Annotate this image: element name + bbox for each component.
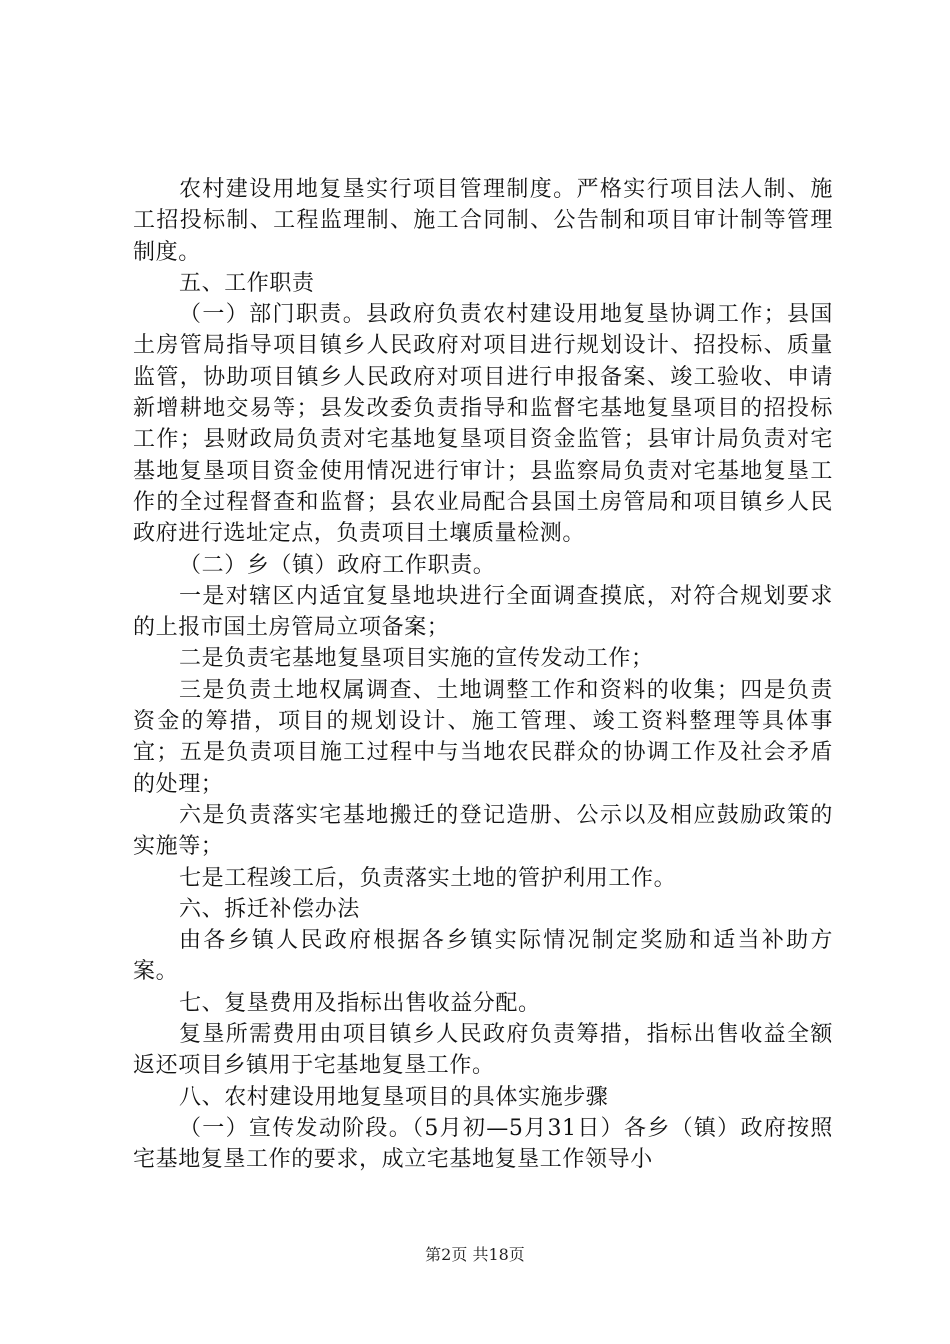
paragraph: 农村建设用地复垦实行项目管理制度。严格实行项目法人制、施工招投标制、工程监理制、施工合同制、公告制和项目审计制等管理制度。 (133, 177, 833, 265)
paragraph: 三是负责土地权属调查、土地调整工作和资料的收集；四是负责资金的筹措，项目的规划设计、施工管理、竣工资料整理等具体事宜；五是负责项目施工过程中与当地农民群众的协调工作及社会矛盾的处理； (133, 677, 833, 797)
paragraph: （一）部门职责。县政府负责农村建设用地复垦协调工作；县国土房管局指导项目镇乡人民政府对项目进行规划设计、招投标、质量监管，协助项目镇乡人民政府对项目进行申报备案、竣工验收、申请新增耕地交易等；县发改委负责指导和监督宅基地复垦项目的招投标工作；县财政局负责对宅基地复垦项目资金监管；县审计局负责对宅基地复垦项目资金使用情况进行审计；县监察局负责对宅基地复垦工作的全过程督查和监督；县农业局配合县国土房管局和项目镇乡人民政府进行选址定点，负责项目土壤质量检测。 (133, 302, 833, 547)
paragraph: 复垦所需费用由项目镇乡人民政府负责筹措，指标出售收益全额返还项目乡镇用于宅基地复垦工作。 (133, 1022, 833, 1079)
paragraph: 七是工程竣工后，负责落实土地的管护利用工作。 (179, 865, 677, 891)
subsection-heading: （二）乡（镇）政府工作职责。 (179, 552, 496, 578)
section-heading: 七、复垦费用及指标出售收益分配。 (179, 990, 541, 1016)
document-body (133, 174, 833, 1176)
paragraph: 由各乡镇人民政府根据各乡镇实际情况制定奖励和适当补助方案。 (133, 928, 833, 985)
section-heading: 五、工作职责 (179, 270, 315, 296)
section-heading: 八、农村建设用地复垦项目的具体实施步骤 (179, 1084, 609, 1110)
paragraph: 一是对辖区内适宜复垦地块进行全面调查摸底，对符合规划要求的上报市国土房管局立项备案； (133, 583, 833, 641)
paragraph: （一）宣传发动阶段。（5月初—5月31日）各乡（镇）政府按照宅基地复垦工作的要求，成立宅基地复垦工作领导小 (133, 1115, 833, 1173)
paragraph: 六是负责落实宅基地搬迁的登记造册、公示以及相应鼓励政策的实施等； (133, 802, 833, 860)
page-number-footer: 第2页 共18页 (425, 1245, 525, 1264)
paragraph: 二是负责宅基地复垦项目实施的宣传发动工作； (179, 646, 654, 672)
section-heading: 六、拆迁补偿办法 (179, 896, 360, 922)
